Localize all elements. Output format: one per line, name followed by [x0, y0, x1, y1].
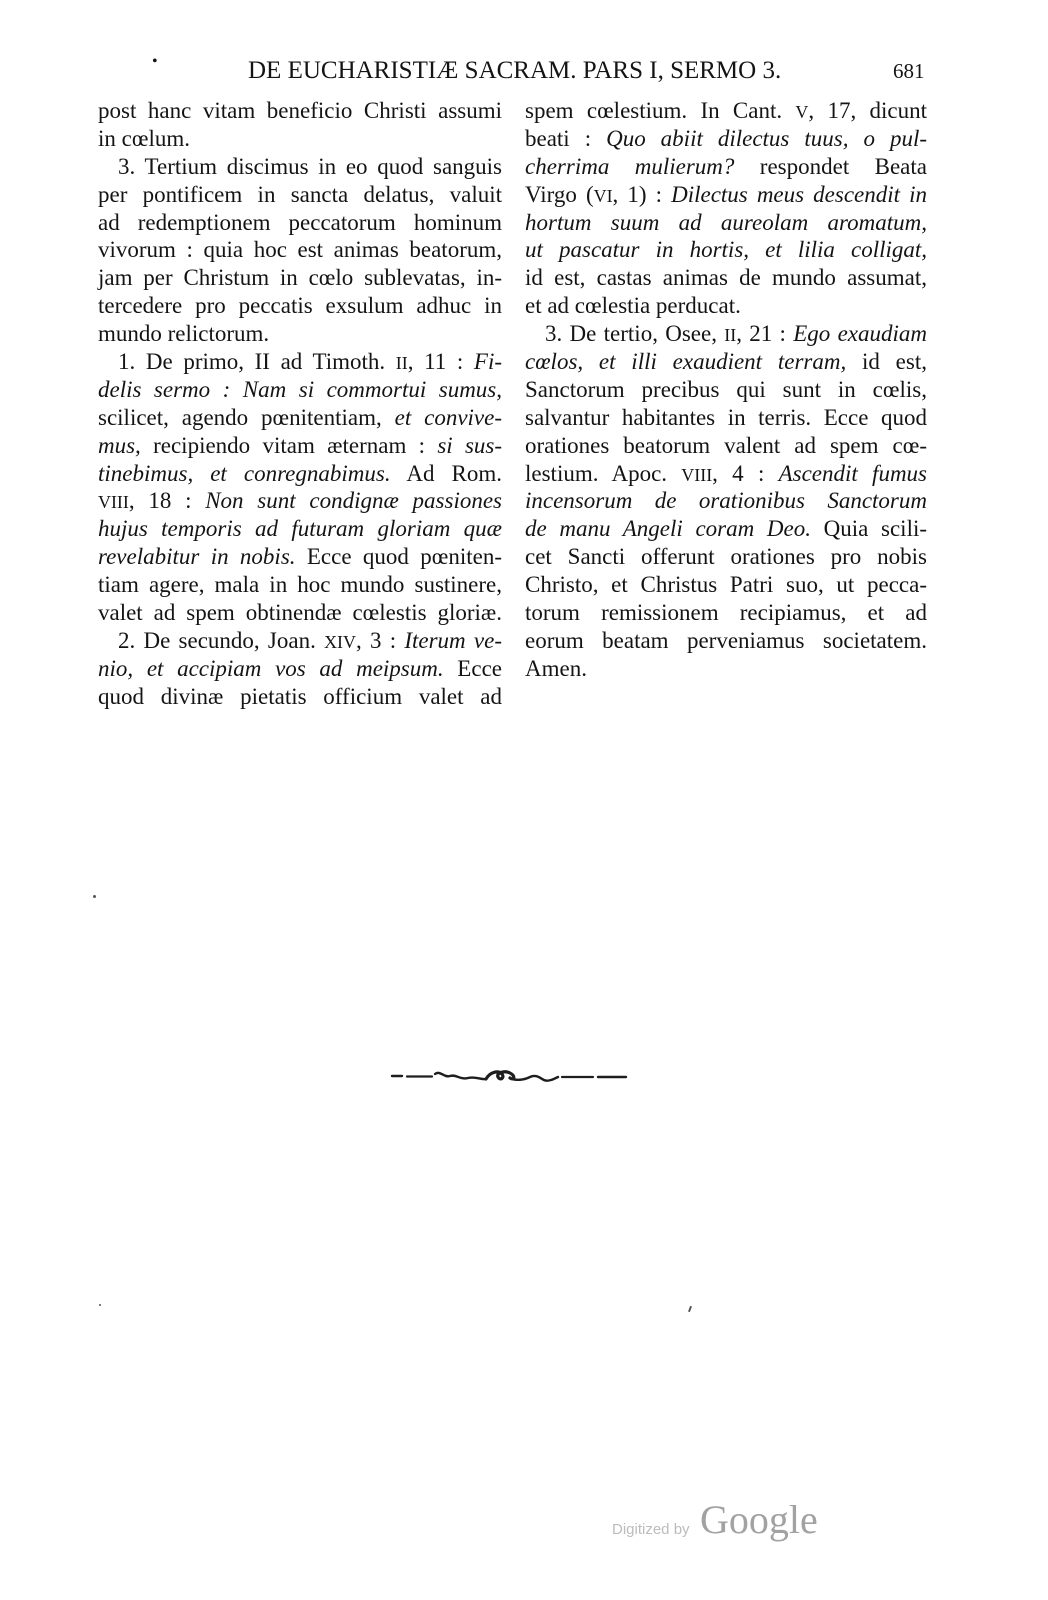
text-run: cet Sancti offerunt orationes pro nobis	[525, 544, 927, 570]
line-text	[525, 126, 927, 151]
text-run: Sanctorum precibus qui sunt in cœlis,	[525, 376, 927, 402]
italic-text-run: delis sermo : Nam si commortui sumus,	[98, 376, 502, 402]
running-title: DE EUCHARISTIÆ SACRAM. PARS I, SERMO 3.	[248, 57, 782, 84]
italic-text-run: Iterum ve-	[404, 627, 502, 653]
text-run: tiam agere, mala in hoc mundo sustinere,	[98, 572, 502, 598]
line-text	[525, 433, 927, 458]
text-line	[98, 571, 502, 599]
text-line	[98, 376, 502, 404]
line-text	[98, 461, 502, 486]
small-caps-numeral: VIII	[98, 492, 129, 513]
text-line	[98, 432, 502, 460]
line-text	[118, 154, 502, 179]
text-run: 3. De tertio, Osee,	[545, 321, 725, 347]
text-line	[98, 264, 502, 292]
text-line	[525, 236, 927, 264]
italic-text-run: hujus temporis ad futuram gloriam quæ	[98, 516, 502, 542]
text-line	[525, 432, 927, 460]
line-text	[525, 461, 927, 486]
line-text	[525, 488, 927, 513]
line-text	[525, 572, 927, 597]
text-run: recipiendo vitam æternam :	[140, 432, 438, 458]
text-line	[525, 571, 927, 599]
text-line	[525, 627, 927, 655]
text-line	[525, 543, 927, 571]
text-run: scilicet, agendo pœnitentiam,	[98, 404, 395, 430]
line-text	[98, 321, 269, 346]
digitized-by-watermark	[612, 1497, 827, 1550]
line-text	[525, 265, 927, 290]
text-run: spem cœlestium. In Cant.	[525, 98, 796, 123]
text-run: eorum beatam perveniamus societatem.	[525, 627, 927, 653]
text-run: , 21 :	[736, 321, 794, 347]
text-run: et ad cœlestia perducat.	[525, 293, 741, 319]
text-run: , 11 :	[407, 349, 474, 375]
left-column	[98, 97, 502, 711]
text-line	[98, 348, 502, 376]
text-run: Christo, et Christus Patri suo, ut pecca-	[525, 572, 927, 598]
text-line	[525, 125, 927, 153]
scan-speck	[99, 1304, 101, 1306]
text-run: post hanc vitam beneficio Christi assumi	[98, 98, 502, 123]
text-run: tercedere pro peccatis exsulum adhuc in	[98, 293, 502, 319]
line-text	[98, 684, 502, 709]
italic-text-run: incensorum de orationibus Sanctorum	[525, 488, 927, 514]
text-line	[98, 404, 502, 432]
text-run: id est, castas animas de mundo assumat,	[525, 265, 927, 291]
line-text	[98, 572, 502, 597]
text-line	[525, 404, 927, 432]
text-line	[98, 125, 502, 153]
text-line	[98, 292, 502, 320]
italic-text-run: Ego exaudiam	[793, 321, 928, 347]
italic-text-run: Non sunt condignæ passiones	[205, 488, 502, 514]
italic-text-run: ut pascatur in hortis, et lilia colligat,	[525, 237, 927, 263]
small-caps-numeral: II	[724, 325, 737, 346]
italic-text-run: Quo abiit dilectus tuus, o pul-	[606, 125, 927, 151]
text-run: , 18 :	[128, 488, 206, 514]
line-text	[98, 293, 502, 318]
scan-speck	[93, 895, 96, 898]
text-run: Quia scili-	[810, 516, 928, 542]
text-run: valet ad spem obtinendæ cœlestis gloriæ.	[98, 600, 502, 626]
line-text	[98, 265, 502, 290]
italic-text-run: revelabitur in nobis.	[98, 544, 296, 570]
text-line	[98, 683, 502, 711]
text-run: Ecce	[443, 655, 502, 681]
right-column	[525, 97, 927, 683]
line-text	[98, 433, 502, 458]
line-text	[545, 321, 927, 346]
text-line	[525, 515, 927, 543]
text-run: , 3 :	[355, 627, 405, 653]
paragraph	[525, 320, 927, 683]
line-text	[98, 488, 502, 513]
line-text	[525, 600, 927, 625]
text-line	[525, 264, 927, 292]
text-line	[525, 655, 927, 683]
italic-text-run: nio, et accipiam vos ad meipsum.	[98, 655, 444, 681]
text-run: Ecce quod pœniten-	[295, 544, 503, 570]
italic-text-run: cherrima mulierum?	[525, 153, 735, 179]
line-text	[98, 237, 502, 262]
text-run: per pontificem in sancta delatus, valuit	[98, 181, 502, 207]
small-caps-numeral: VIII	[681, 464, 713, 485]
italic-text-run: Ascendit fumus	[778, 460, 927, 486]
small-caps-numeral: V	[795, 102, 809, 122]
line-text	[98, 600, 502, 625]
text-line	[525, 153, 927, 181]
italic-text-run: de manu Angeli coram Deo.	[525, 516, 811, 542]
text-run: 2. De secundo, Joan.	[118, 627, 325, 653]
line-text	[98, 405, 502, 430]
text-run: 3. Tertium discimus in eo quod sanguis	[118, 153, 502, 179]
text-line	[98, 153, 502, 181]
text-line	[525, 348, 927, 376]
italic-text-run: cœlos, et illi exaudient terram,	[525, 349, 847, 375]
paragraph	[98, 348, 502, 627]
small-caps-numeral: XIV	[324, 631, 356, 652]
line-text	[525, 98, 927, 123]
text-run: salvantur habitantes in terris. Ecce quod	[525, 404, 927, 430]
text-run: , 4 :	[712, 460, 779, 486]
text-line	[98, 655, 502, 683]
line-text	[118, 349, 502, 374]
line-text	[525, 210, 927, 235]
small-caps-numeral: VI	[593, 185, 613, 206]
text-run: lestium. Apoc.	[525, 460, 682, 486]
line-text	[98, 516, 502, 541]
text-line	[98, 543, 502, 571]
scan-speck	[688, 1306, 692, 1312]
text-line	[525, 292, 927, 320]
line-text	[525, 377, 927, 402]
italic-text-run: mus,	[98, 432, 141, 458]
paragraph	[98, 153, 502, 348]
line-text	[98, 544, 502, 569]
text-run: orationes beatorum valent ad spem cœ-	[525, 432, 927, 458]
text-run: id est,	[846, 349, 927, 375]
ornament-rule	[388, 1064, 630, 1088]
text-line	[98, 515, 502, 543]
text-run: Virgo (	[525, 181, 594, 207]
text-line	[525, 460, 927, 488]
line-text	[525, 237, 927, 262]
text-line	[525, 181, 927, 209]
line-text	[525, 293, 741, 318]
text-run: vivorum : quia hoc est animas beatorum,	[98, 237, 502, 263]
text-run: mundo relictorum.	[98, 321, 270, 347]
header-marker: •	[152, 53, 158, 70]
text-line	[98, 236, 502, 264]
text-run: Ad Rom.	[390, 460, 502, 486]
italic-text-run: si sus-	[437, 432, 503, 458]
text-run: quod divinæ pietatis officium valet ad	[98, 683, 502, 709]
text-run: ad redemptionem peccatorum hominum	[98, 209, 502, 235]
line-text	[98, 656, 502, 681]
text-run: 1. De primo, II ad Timoth.	[118, 349, 396, 375]
line-text	[525, 405, 927, 430]
text-run: , 1) :	[612, 181, 672, 207]
text-line	[98, 460, 502, 488]
text-run: Amen.	[525, 655, 587, 681]
line-text	[98, 182, 502, 207]
paragraph	[525, 97, 927, 320]
google-logo: Google	[700, 1497, 818, 1542]
text-run: torum remissionem recipiamus, et ad	[525, 600, 927, 626]
text-line	[98, 487, 502, 515]
italic-text-run: Dilectus meus descendit in	[671, 181, 927, 207]
text-line	[525, 487, 927, 515]
italic-text-run: tinebimus, et conregnabimus.	[98, 460, 391, 486]
italic-text-run: et convive-	[394, 404, 503, 430]
text-line	[98, 627, 502, 655]
italic-text-run: Fi-	[473, 349, 503, 375]
text-run: respondet Beata	[734, 153, 927, 179]
line-text	[525, 544, 927, 569]
line-text	[118, 628, 502, 653]
line-text	[98, 210, 502, 235]
italic-text-run: hortum suum ad aureolam aromatum,	[525, 209, 927, 235]
text-line	[98, 320, 502, 348]
text-line	[98, 97, 502, 125]
line-text	[98, 377, 502, 402]
text-line	[98, 599, 502, 627]
line-text	[525, 349, 927, 374]
paragraph	[98, 627, 502, 711]
text-run: in cœlum.	[98, 125, 190, 151]
text-line	[525, 320, 927, 348]
text-line	[525, 376, 927, 404]
line-text	[525, 182, 927, 207]
text-line	[525, 599, 927, 627]
small-caps-numeral: II	[395, 353, 408, 374]
text-run: , 17, dicunt	[808, 98, 927, 123]
text-line	[525, 97, 927, 125]
paragraph	[98, 97, 502, 153]
line-text	[525, 656, 587, 681]
text-run: beati :	[525, 125, 607, 151]
page-number: 681	[893, 59, 925, 83]
text-line	[525, 209, 927, 237]
text-line	[98, 209, 502, 237]
line-text	[525, 516, 927, 541]
line-text	[98, 126, 190, 151]
text-run: jam per Christum in cœlo sublevatas, in-	[98, 265, 502, 291]
watermark-prefix: Digitized by	[612, 1521, 690, 1538]
line-text	[525, 154, 927, 179]
text-line	[98, 181, 502, 209]
line-text	[98, 98, 502, 123]
line-text	[525, 628, 927, 653]
